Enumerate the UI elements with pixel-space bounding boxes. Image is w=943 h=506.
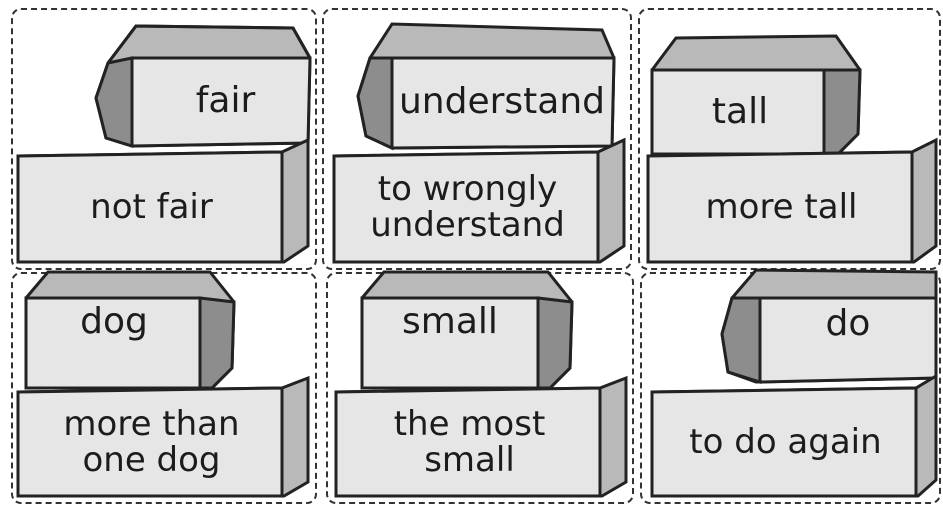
word-label: small (402, 301, 498, 343)
top-stone-block (88, 18, 318, 148)
word-label: understand (398, 81, 606, 123)
bottom-stone-block (332, 376, 630, 500)
top-stone-block (352, 18, 620, 150)
bottom-stone-block (14, 138, 312, 266)
phrase-label (342, 392, 597, 494)
phrase-line: more tall (705, 187, 858, 228)
top-stone-block (356, 270, 580, 390)
phrase-label (340, 156, 595, 260)
phrase-line: understand (370, 205, 565, 245)
top-stone-block (718, 268, 940, 386)
bottom-stone-block (648, 374, 940, 500)
phrase-line: to wrongly (377, 169, 558, 210)
phrase-line: one dog (82, 440, 221, 480)
phrase-line: the most (393, 404, 546, 445)
word-label: dog (80, 301, 148, 343)
phrase-line: small (424, 440, 515, 480)
phrase-line: not fair (90, 187, 213, 228)
phrase-line: more than (63, 404, 240, 445)
word-label: fair (195, 79, 256, 121)
word-label: tall (711, 91, 769, 133)
phrase-label (654, 156, 909, 260)
phrase-label (24, 392, 279, 494)
bottom-stone-block (644, 138, 940, 266)
phrase-label (24, 156, 279, 260)
top-stone-block (20, 270, 242, 390)
word-label: do (825, 303, 871, 345)
bottom-stone-block (14, 376, 312, 500)
phrase-line: to do again (689, 422, 882, 463)
bottom-stone-block (330, 138, 628, 266)
phrase-label (658, 392, 913, 494)
